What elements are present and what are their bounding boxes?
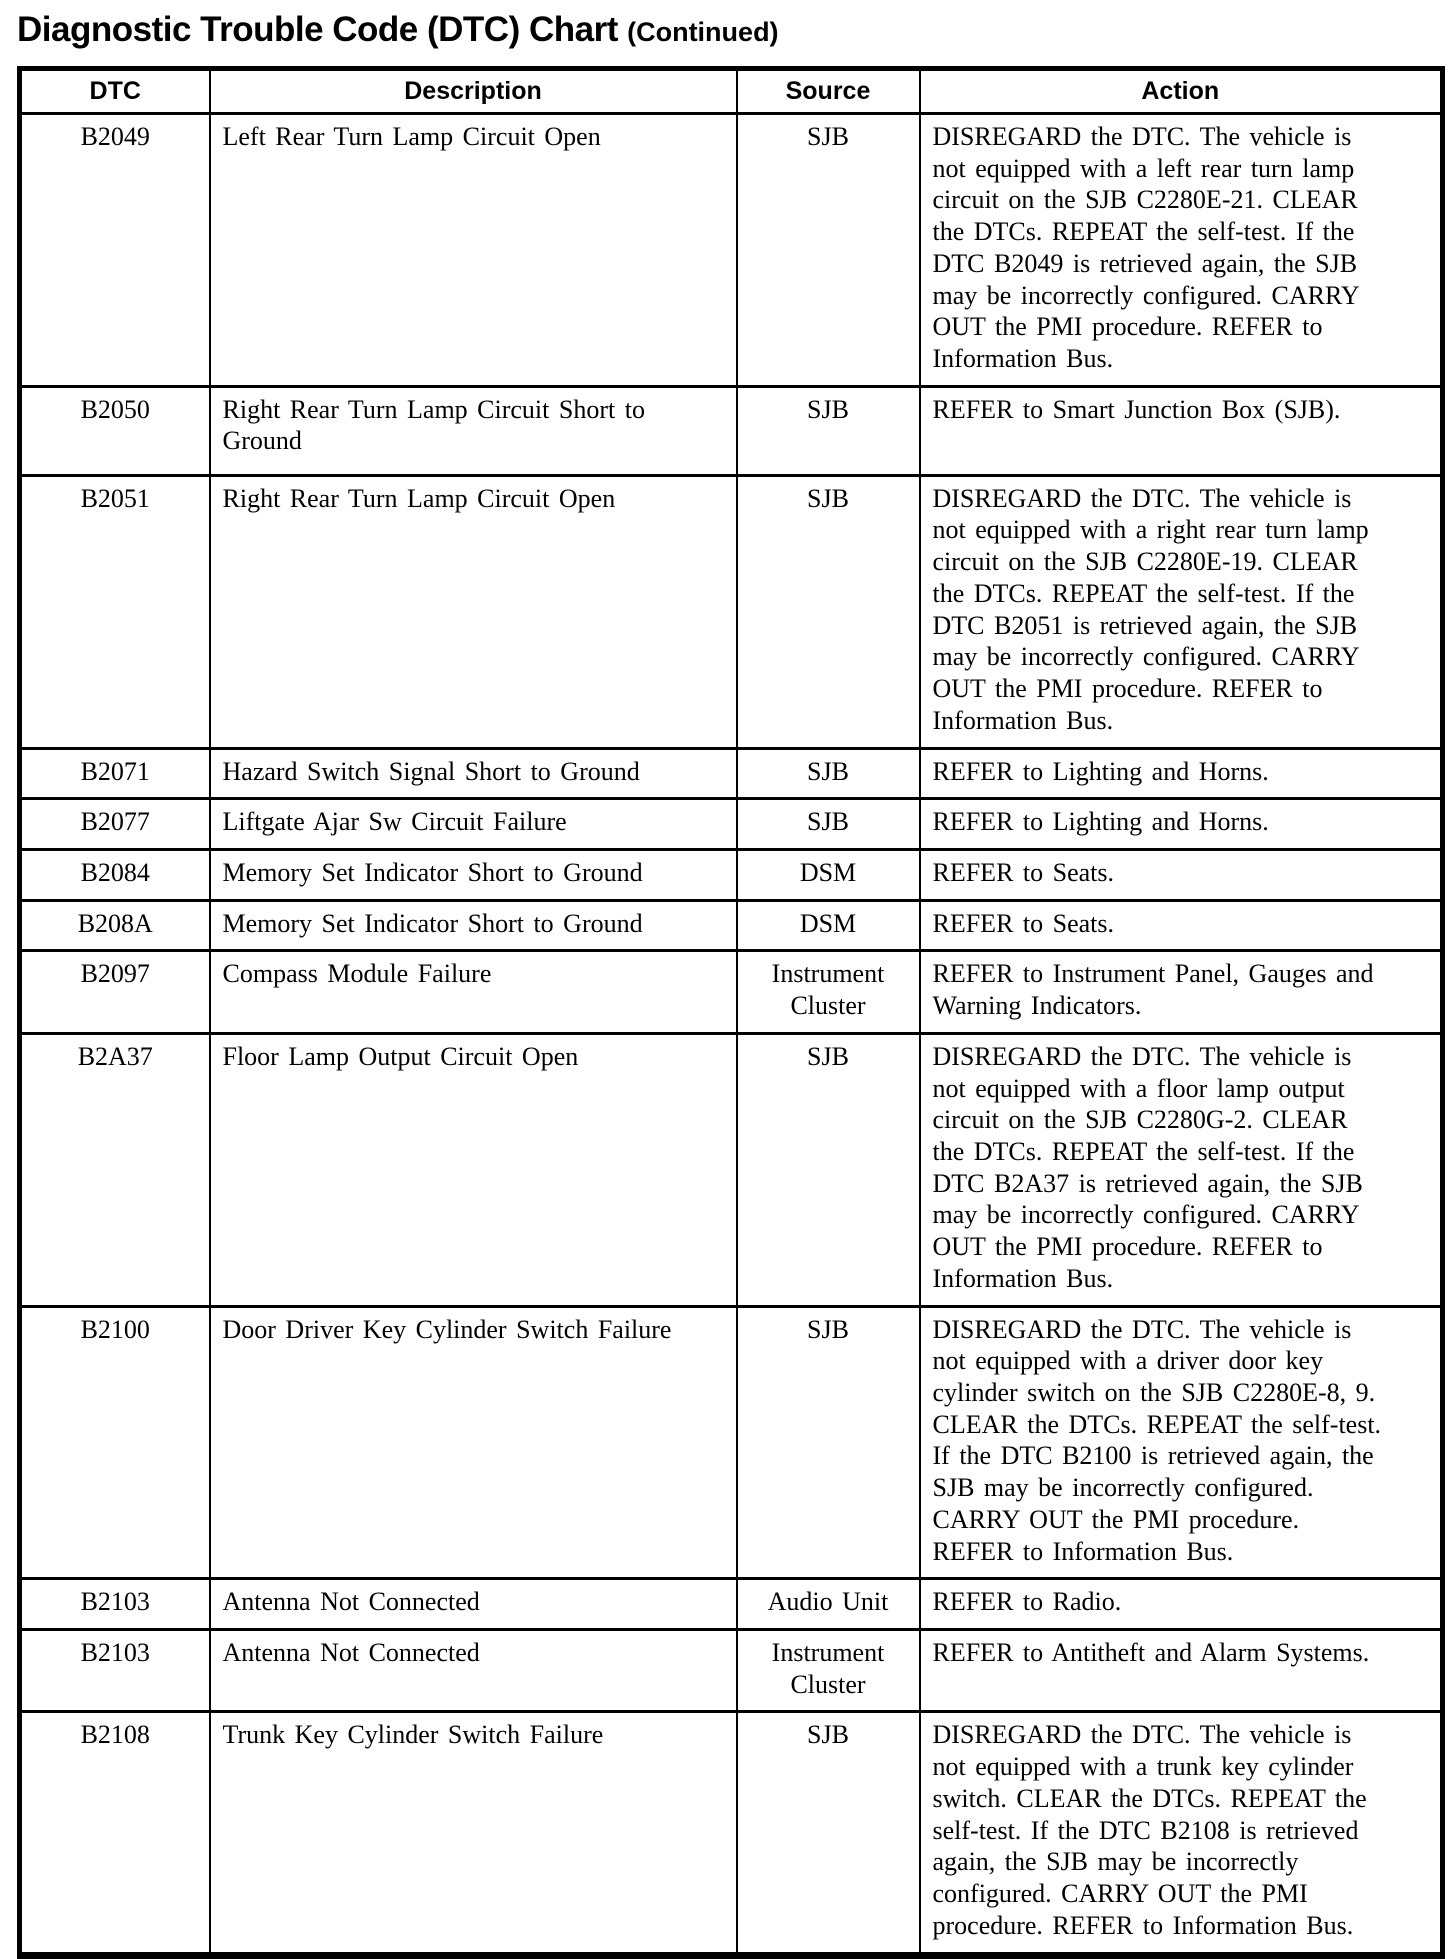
page-title-main: Diagnostic Trouble Code (DTC) Chart [17, 10, 618, 49]
action-cell: REFER to Lighting and Horns. [920, 748, 1443, 799]
source-cell: DSM [737, 900, 920, 951]
action-cell: DISREGARD the DTC. The vehicle is not equipped with a trunk key cylinder switch. CLEAR the DTCs. REPEAT the self-test. If the DTC B2108 is retrieved again, the SJB may be incorrectly configured. CARRY OUT the PMI procedure. REFER to Information Bus. [920, 1712, 1443, 1955]
description-cell: Right Rear Turn Lamp Circuit Open [210, 475, 737, 748]
header-row [20, 69, 1443, 114]
description-cell: Memory Set Indicator Short to Ground [210, 849, 737, 900]
dtc-table-header [20, 69, 1443, 114]
action-cell: REFER to Radio. [920, 1579, 1443, 1630]
description-cell: Door Driver Key Cylinder Switch Failure [210, 1306, 737, 1579]
table-row [20, 475, 1443, 748]
description-cell: Left Rear Turn Lamp Circuit Open [210, 114, 737, 387]
description-cell: Floor Lamp Output Circuit Open [210, 1033, 737, 1306]
action-cell: REFER to Seats. [920, 849, 1443, 900]
dtc-code-cell: B208A [20, 900, 210, 951]
table-row [20, 1033, 1443, 1306]
source-cell: SJB [737, 1712, 920, 1955]
source-cell: SJB [737, 114, 920, 387]
table-row [20, 849, 1443, 900]
dtc-code-cell: B2084 [20, 849, 210, 900]
header-cell-action: Action [920, 69, 1443, 114]
table-row [20, 748, 1443, 799]
dtc-code-cell: B2077 [20, 799, 210, 850]
dtc-code-cell: B2A37 [20, 1033, 210, 1306]
description-cell: Liftgate Ajar Sw Circuit Failure [210, 799, 737, 850]
description-cell: Antenna Not Connected [210, 1630, 737, 1712]
source-cell: Audio Unit [737, 1579, 920, 1630]
action-cell: DISREGARD the DTC. The vehicle is not equipped with a left rear turn lamp circuit on the SJB C2280E-21. CLEAR the DTCs. REPEAT the self-test. If the DTC B2049 is retrieved again, the SJB may be incorrectly configured. CARRY OUT the PMI procedure. REFER to Information Bus. [920, 114, 1443, 387]
action-cell: REFER to Antitheft and Alarm Systems. [920, 1630, 1443, 1712]
table-row [20, 1306, 1443, 1579]
table-row [20, 386, 1443, 475]
table-row [20, 114, 1443, 387]
action-cell: DISREGARD the DTC. The vehicle is not equipped with a floor lamp output circuit on the SJB C2280G-2. CLEAR the DTCs. REPEAT the self-test. If the DTC B2A37 is retrieved again, the SJB may be incorrectly configured. CARRY OUT the PMI procedure. REFER to Information Bus. [920, 1033, 1443, 1306]
dtc-code-cell: B2050 [20, 386, 210, 475]
table-row [20, 951, 1443, 1033]
source-cell: SJB [737, 799, 920, 850]
source-cell: Instrument Cluster [737, 951, 920, 1033]
action-cell: REFER to Lighting and Horns. [920, 799, 1443, 850]
dtc-code-cell: B2049 [20, 114, 210, 387]
dtc-table-body [20, 114, 1443, 1956]
dtc-code-cell: B2100 [20, 1306, 210, 1579]
action-cell: REFER to Smart Junction Box (SJB). [920, 386, 1443, 475]
header-cell-source: Source [737, 69, 920, 114]
dtc-code-cell: B2103 [20, 1579, 210, 1630]
table-row [20, 1712, 1443, 1955]
description-cell: Antenna Not Connected [210, 1579, 737, 1630]
source-cell: SJB [737, 386, 920, 475]
header-cell-description: Description [210, 69, 737, 114]
description-cell: Trunk Key Cylinder Switch Failure [210, 1712, 737, 1955]
page-title [17, 10, 1440, 50]
table-row [20, 1579, 1443, 1630]
dtc-code-cell: B2108 [20, 1712, 210, 1955]
table-row [20, 799, 1443, 850]
page-title-continued: (Continued) [627, 17, 779, 47]
header-cell-dtc: DTC [20, 69, 210, 114]
dtc-code-cell: B2051 [20, 475, 210, 748]
dtc-code-cell: B2071 [20, 748, 210, 799]
source-cell: Instrument Cluster [737, 1630, 920, 1712]
table-row [20, 900, 1443, 951]
description-cell: Hazard Switch Signal Short to Ground [210, 748, 737, 799]
dtc-table [17, 66, 1445, 1959]
source-cell: SJB [737, 1033, 920, 1306]
dtc-code-cell: B2097 [20, 951, 210, 1033]
description-cell: Memory Set Indicator Short to Ground [210, 900, 737, 951]
action-cell: REFER to Instrument Panel, Gauges and Warning Indicators. [920, 951, 1443, 1033]
source-cell: SJB [737, 748, 920, 799]
description-cell: Right Rear Turn Lamp Circuit Short to Ground [210, 386, 737, 475]
table-row [20, 1630, 1443, 1712]
source-cell: SJB [737, 1306, 920, 1579]
source-cell: SJB [737, 475, 920, 748]
source-cell: DSM [737, 849, 920, 900]
action-cell: REFER to Seats. [920, 900, 1443, 951]
description-cell: Compass Module Failure [210, 951, 737, 1033]
dtc-code-cell: B2103 [20, 1630, 210, 1712]
action-cell: DISREGARD the DTC. The vehicle is not equipped with a right rear turn lamp circuit on the SJB C2280E-19. CLEAR the DTCs. REPEAT the self-test. If the DTC B2051 is retrieved again, the SJB may be incorrectly configured. CARRY OUT the PMI procedure. REFER to Information Bus. [920, 475, 1443, 748]
action-cell: DISREGARD the DTC. The vehicle is not equipped with a driver door key cylinder switch on the SJB C2280E-8, 9. CLEAR the DTCs. REPEAT the self-test. If the DTC B2100 is retrieved again, the SJB may be incorrectly configured. CARRY OUT the PMI procedure. REFER to Information Bus. [920, 1306, 1443, 1579]
